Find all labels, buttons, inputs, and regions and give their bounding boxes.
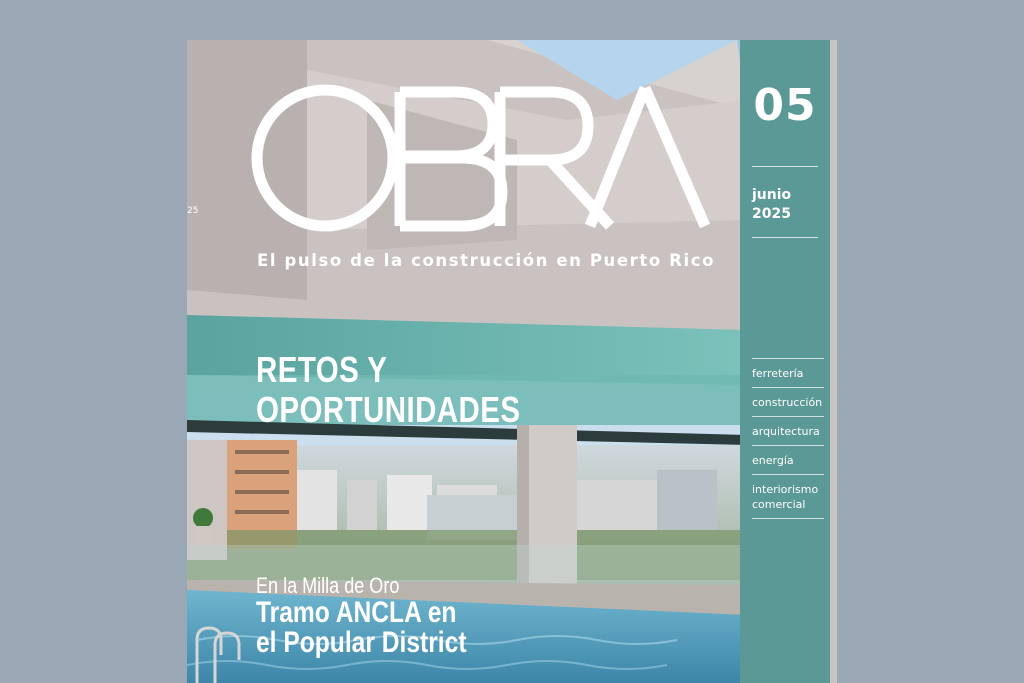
topic-construccion: construcción — [752, 387, 824, 416]
topic-energia: energía — [752, 445, 824, 474]
magazine-tagline: El pulso de la construcción en Puerto Rico — [257, 251, 716, 270]
cover-headline — [256, 350, 520, 430]
obra-logo — [250, 78, 720, 238]
divider — [752, 166, 818, 167]
story-title-line-1: Tramo ANCLA en — [256, 596, 457, 629]
headline-line-2: OPORTUNIDADES — [256, 389, 521, 430]
story-kicker: En la Milla de Oro — [256, 573, 400, 598]
topic-arquitectura: arquitectura — [752, 416, 824, 445]
issue-month: junio — [752, 187, 792, 203]
topic-ferreteria: ferretería — [752, 358, 824, 387]
issue-year: 2025 — [752, 206, 791, 222]
topic-interiorismo-comercial: interiorismo comercial — [752, 474, 824, 519]
headline-line-1: RETOS Y — [256, 349, 388, 390]
cover-story — [256, 574, 467, 658]
cover-sidebar — [740, 40, 830, 683]
story-title-line-2: el Popular District — [256, 626, 467, 659]
topic-list — [752, 358, 824, 519]
issue-date — [752, 186, 791, 224]
issue-number: 05 — [753, 80, 817, 131]
divider — [752, 237, 818, 238]
cover-side-mark: 25 — [187, 206, 199, 216]
